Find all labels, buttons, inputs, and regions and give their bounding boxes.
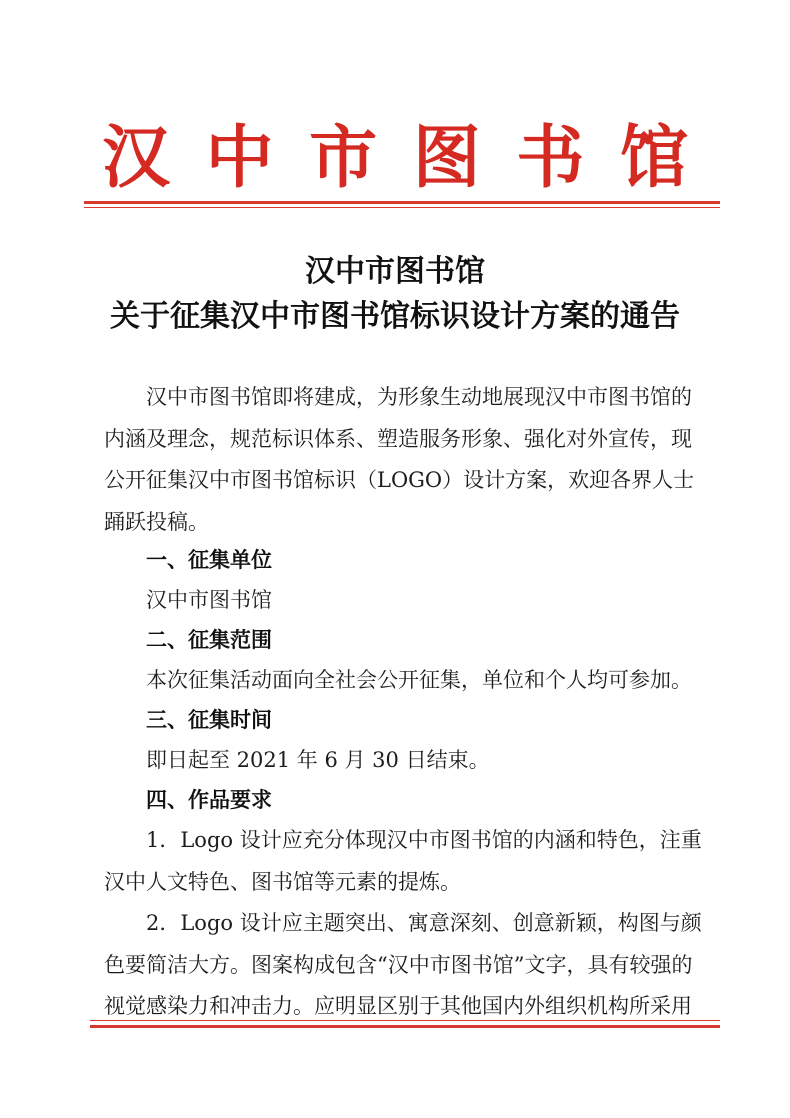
footer-rule-thick xyxy=(90,1025,720,1028)
section-text-time: 即日起至 2021 年 6 月 30 日结束。 xyxy=(146,748,490,772)
intro-line: 内涵及理念，规范标识体系、塑造服务形象、强化对外宣传，现 xyxy=(104,426,692,451)
letterhead-char: 市 xyxy=(309,118,378,198)
letterhead-char: 图 xyxy=(412,118,481,198)
requirement-line: 色要简洁大方。图案构成包含“汉中市图书馆”文字，具有较强的 xyxy=(104,952,693,977)
requirement-2 xyxy=(104,903,702,1028)
section-heading-scope: 二、征集范围 xyxy=(146,628,272,652)
letterhead-rule-thick xyxy=(84,201,720,204)
section-heading-unit: 一、征集单位 xyxy=(146,548,272,572)
section-heading-requirements: 四、作品要求 xyxy=(146,788,272,812)
footer-rule-thin xyxy=(90,1020,720,1021)
letterhead-char: 中 xyxy=(205,118,274,198)
requirement-line: 视觉感染力和冲击力。应明显区别于其他国内外组织机构所采用 xyxy=(104,994,692,1018)
requirement-1 xyxy=(104,820,702,903)
requirement-line: 汉中人文特色、图书馆等元素的提炼。 xyxy=(104,869,461,894)
section-heading-time: 三、征集时间 xyxy=(146,708,272,732)
requirement-line: 2．Logo 设计应主题突出、寓意深刻、创意新颖，构图与颜 xyxy=(146,911,702,935)
letterhead-char: 馆 xyxy=(619,118,688,198)
doc-title-line2: 关于征集汉中市图书馆标识设计方案的通告 xyxy=(110,299,680,334)
doc-title-line1: 汉中市图书馆 xyxy=(305,254,485,289)
intro-line: 踊跃投稿。 xyxy=(104,509,209,534)
letterhead-char: 汉 xyxy=(101,118,170,198)
letterhead-rule-thin xyxy=(84,207,720,208)
requirement-line: 1．Logo 设计应充分体现汉中市图书馆的内涵和特色，注重 xyxy=(146,828,702,852)
intro-paragraph xyxy=(104,377,696,543)
letterhead-char: 书 xyxy=(516,118,585,198)
intro-line: 汉中市图书馆即将建成，为形象生动地展现汉中市图书馆的 xyxy=(146,385,692,409)
section-text-unit: 汉中市图书馆 xyxy=(146,588,272,612)
section-text-scope: 本次征集活动面向全社会公开征集，单位和个人均可参加。 xyxy=(146,668,692,692)
letterhead-title xyxy=(98,120,692,196)
intro-line: 公开征集汉中市图书馆标识（LOGO）设计方案，欢迎各界人士 xyxy=(104,468,695,492)
